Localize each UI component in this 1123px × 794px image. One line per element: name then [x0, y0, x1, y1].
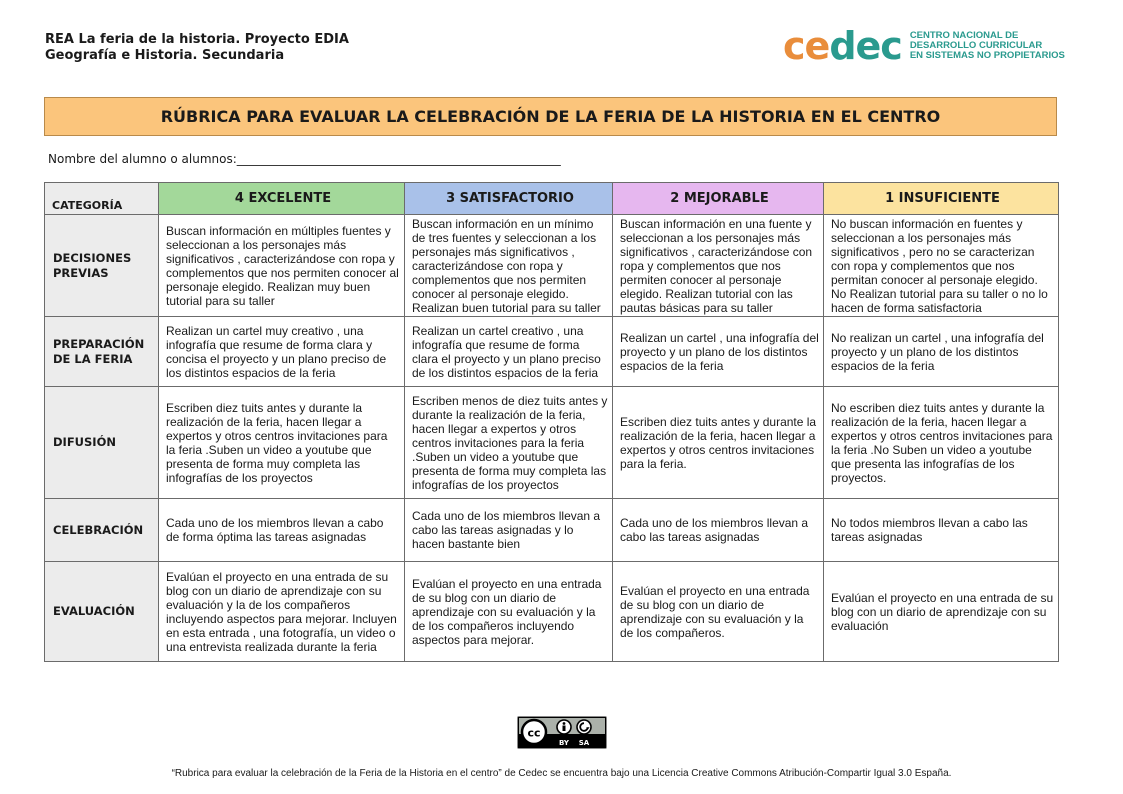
row-category-celebracion: CELEBRACIÓN — [45, 499, 159, 562]
table-cell: Escriben diez tuits antes y durante la realización de la feria, hacen llegar a expertos y otros centros invitaciones para la feria. — [613, 387, 824, 499]
header-line-1: REA La feria de la historia. Proyecto EDIA — [45, 32, 349, 47]
logo-word-part2: dec — [829, 24, 902, 68]
row-category-evaluacion: EVALUACIÓN — [45, 562, 159, 662]
logo-sub-line-2: DESARROLLO CURRICULAR — [909, 40, 1043, 51]
cedec-logo — [783, 26, 1065, 66]
logo-sub-line-3: EN SISTEMAS NO PROPIETARIOS — [909, 50, 1065, 61]
row-category-preparacion: PREPARACIÓN DE LA FERIA — [45, 317, 159, 387]
rubric-title: RÚBRICA PARA EVALUAR LA CELEBRACIÓN DE LA FERIA DE LA HISTORIA EN EL CENTRO — [44, 97, 1057, 136]
cc-by-sa-icon — [517, 716, 607, 749]
level-header-improvable: 2 MEJORABLE — [613, 183, 824, 215]
table-cell: Escriben diez tuits antes y durante la realización de la feria, hacen llegar a expertos y otros centros invitaciones para la feria .Suben un video a youtube que presenta de forma muy completa las infografías de los proyectos — [159, 387, 405, 499]
table-cell: No buscan información en fuentes y seleccionan a los personajes más significativos , pero no se caracterizan con ropa y complementos que nos permitan conocer al personaje elegido. No Realizan tutorial para su taller o no lo hacen de forma satisfactoria — [824, 215, 1059, 317]
table-row — [45, 215, 1059, 317]
cc-badge-sa: SA — [578, 739, 590, 747]
table-cell: Realizan un cartel , una infografía del proyecto y un plano de los distintos espacios de la feria — [613, 317, 824, 387]
table-cell: Evalúan el proyecto en una entrada de su blog con un diario de aprendizaje con su evaluación y la de los compañeros incluyendo aspectos para mejorar. — [405, 562, 613, 662]
table-cell: Buscan información en un mínimo de tres fuentes y seleccionan a los personajes más significativos , caracterizándose con ropa y complementos que nos permiten conocer al personaje elegido. Realizan buen tutorial para su taller — [405, 215, 613, 317]
level-header-insufficient: 1 INSUFICIENTE — [824, 183, 1059, 215]
table-cell: No realizan un cartel , una infografía del proyecto y un plano de los distintos espacios de la feria — [824, 317, 1059, 387]
category-header: CATEGORÍA — [45, 183, 159, 215]
table-cell: Evalúan el proyecto en una entrada de su blog con un diario de aprendizaje con su evaluación y la de los compañeros incluyendo aspectos para mejorar. Incluyen en esta entrada , una fotografía, un video o una entrevista realizada durante la feria — [159, 562, 405, 662]
header-line-2: Geografía e Historia. Secundaria — [45, 48, 285, 63]
logo-word-part1: ce — [783, 24, 830, 68]
table-cell: Buscan información en una fuente y seleccionan a los personajes más significativos , caracterizándose con ropa y complementos que nos permiten conocer al personaje elegido. Realizan tutorial con las pautas básicas para su taller — [613, 215, 824, 317]
logo-sub-line-1: CENTRO NACIONAL DE — [909, 30, 1019, 41]
rubric-table — [44, 182, 1059, 662]
cc-badge-by: BY — [558, 739, 570, 747]
rubric-header-row — [45, 183, 1059, 215]
table-row — [45, 317, 1059, 387]
table-cell: Realizan un cartel muy creativo , una infografía que resume de forma clara y concisa el proyecto y un plano preciso de los distintos espacios de la feria — [159, 317, 405, 387]
table-cell: Evalúan el proyecto en una entrada de su blog con un diario de aprendizaje con su evaluación y la de los compañeros. — [613, 562, 824, 662]
table-row — [45, 499, 1059, 562]
table-cell: Cada uno de los miembros llevan a cabo las tareas asignadas — [613, 499, 824, 562]
document-header — [45, 32, 349, 64]
table-row — [45, 387, 1059, 499]
student-name-line: Nombre del alumno o alumnos:______________________________________________________ — [48, 152, 561, 166]
row-category-decisiones-previas: DECISIONES PREVIAS — [45, 215, 159, 317]
table-cell: Realizan un cartel creativo , una infografía que resume de forma clara el proyecto y un plano preciso de los distintos espacios de la feria — [405, 317, 613, 387]
table-cell: Cada uno de los miembros llevan a cabo las tareas asignadas y lo hacen bastante bien — [405, 499, 613, 562]
table-row — [45, 562, 1059, 662]
svg-text:cc: cc — [527, 726, 541, 740]
license-footer: “Rubrica para evaluar la celebración de la Feria de la Historia en el centro” de Cedec se encuentra bajo una Licencia Creative Commons Atribución-Compartir Igual 3.0 España. — [171, 768, 952, 779]
cedec-logo-word — [783, 26, 902, 66]
level-header-satisfactory: 3 SATISFACTORIO — [405, 183, 613, 215]
row-category-difusion: DIFUSIÓN — [45, 387, 159, 499]
table-cell: Evalúan el proyecto en una entrada de su blog con un diario de aprendizaje con su evaluación — [824, 562, 1059, 662]
table-cell: No escriben diez tuits antes y durante la realización de la feria, hacen llegar a expertos y otros centros invitaciones para la feria .No Suben un video a youtube que presenta las infografías de los proyectos. — [824, 387, 1059, 499]
table-cell: Escriben menos de diez tuits antes y durante la realización de la feria, hacen llegar a expertos y otros centros invitaciones para la feria .Suben un video a youtube que presenta de forma muy completa las infografías de los proyectos — [405, 387, 613, 499]
table-cell: Buscan información en múltiples fuentes y seleccionan a los personajes más significativos , caracterizándose con ropa y complementos que nos permiten conocer al personaje elegido. Realizan muy buen tutorial para su taller — [159, 215, 405, 317]
cedec-logo-subtitle — [910, 31, 1065, 61]
level-header-excellent: 4 EXCELENTE — [159, 183, 405, 215]
table-cell: No todos miembros llevan a cabo las tareas asignadas — [824, 499, 1059, 562]
table-cell: Cada uno de los miembros llevan a cabo de forma óptima las tareas asignadas — [159, 499, 405, 562]
